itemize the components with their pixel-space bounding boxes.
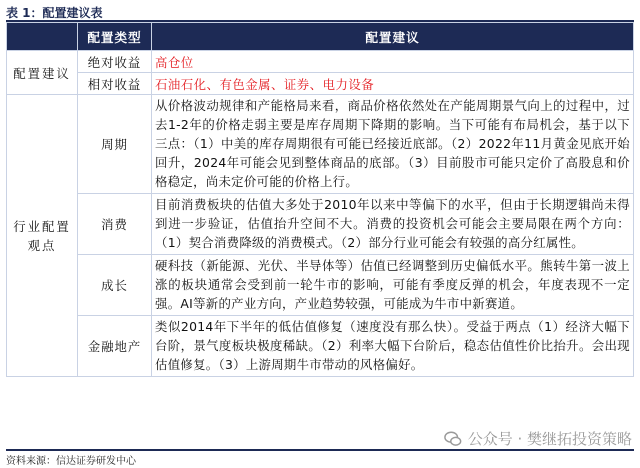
relative-label: 相对收益 bbox=[78, 73, 152, 95]
industry-label: 行业配置观点 bbox=[7, 95, 78, 377]
industry-text: 硬科技（新能源、光伏、半导体等）估值已经调整到历史偏低水平。熊转牛第一波上涨的板块通常会受到前一轮牛市的影响，可能有季度反弹的机会，年度表现不一定强。AI等新的产业方向，产业趋势较强，可能成为牛市中新赛道。 bbox=[152, 255, 634, 316]
config-table bbox=[6, 22, 634, 377]
industry-row-consumption bbox=[7, 194, 634, 255]
config-label: 配置建议 bbox=[7, 51, 78, 95]
industry-row-finance bbox=[7, 316, 634, 377]
header-advice: 配置建议 bbox=[152, 23, 634, 51]
industry-row-growth bbox=[7, 255, 634, 316]
absolute-label: 绝对收益 bbox=[78, 51, 152, 73]
relative-value: 石油石化、有色金属、证券、电力设备 bbox=[152, 73, 634, 95]
industry-row-cycle bbox=[7, 95, 634, 194]
industry-text: 类似2014年下半年的低估值修复（速度没有那么快）。受益于两点（1）经济大幅下台阶，景气度板块极度稀缺。（2）利率大幅下台阶后，稳态估值性价比抬升。会出现估值修复。（3）上游周期牛市带动的风格偏好。 bbox=[152, 316, 634, 377]
source-note: 资料来源：信达证券研发中心 bbox=[6, 456, 136, 467]
header-row bbox=[7, 23, 634, 51]
absolute-value: 高仓位 bbox=[152, 51, 634, 73]
header-type: 配置类型 bbox=[78, 23, 152, 51]
bottom-rule bbox=[6, 449, 634, 451]
config-row-relative bbox=[7, 73, 634, 95]
watermark-text: 公众号 · 樊继拓投资策略 bbox=[467, 430, 632, 448]
industry-name: 成长 bbox=[78, 255, 152, 316]
industry-text: 目前消费板块的估值大多处于2010年以来中等偏下的水平，但由于长期逻辑尚未得到进一步验证，估值抬升空间不大。消费的投资机会可能会主要局限在两个方向：（1）契合消费降级的消费模式。（2）部分行业可能会有较强的高分红属性。 bbox=[152, 194, 634, 255]
table-title: 表 1：配置建议表 bbox=[6, 6, 103, 20]
industry-name: 金融地产 bbox=[78, 316, 152, 377]
watermark bbox=[444, 428, 632, 449]
wechat-icon bbox=[444, 430, 462, 448]
industry-text: 从价格波动规律和产能格局来看，商品价格依然处在产能周期景气向上的过程中，过去1-2年的价格走弱主要是库存周期下降期的影响。当下可能有布局机会，基于以下三点：（1）中美的库存周期很有可能已经接近底部。（2）2022年11月黄金见底开始回升，2024年可能会见到整体商品的底部。（3）目前股市可能只定价了高股息和价格稳定，尚未定价可能的价格上行。 bbox=[152, 95, 634, 194]
config-row-absolute bbox=[7, 51, 634, 73]
industry-name: 周期 bbox=[78, 95, 152, 194]
industry-name: 消费 bbox=[78, 194, 152, 255]
